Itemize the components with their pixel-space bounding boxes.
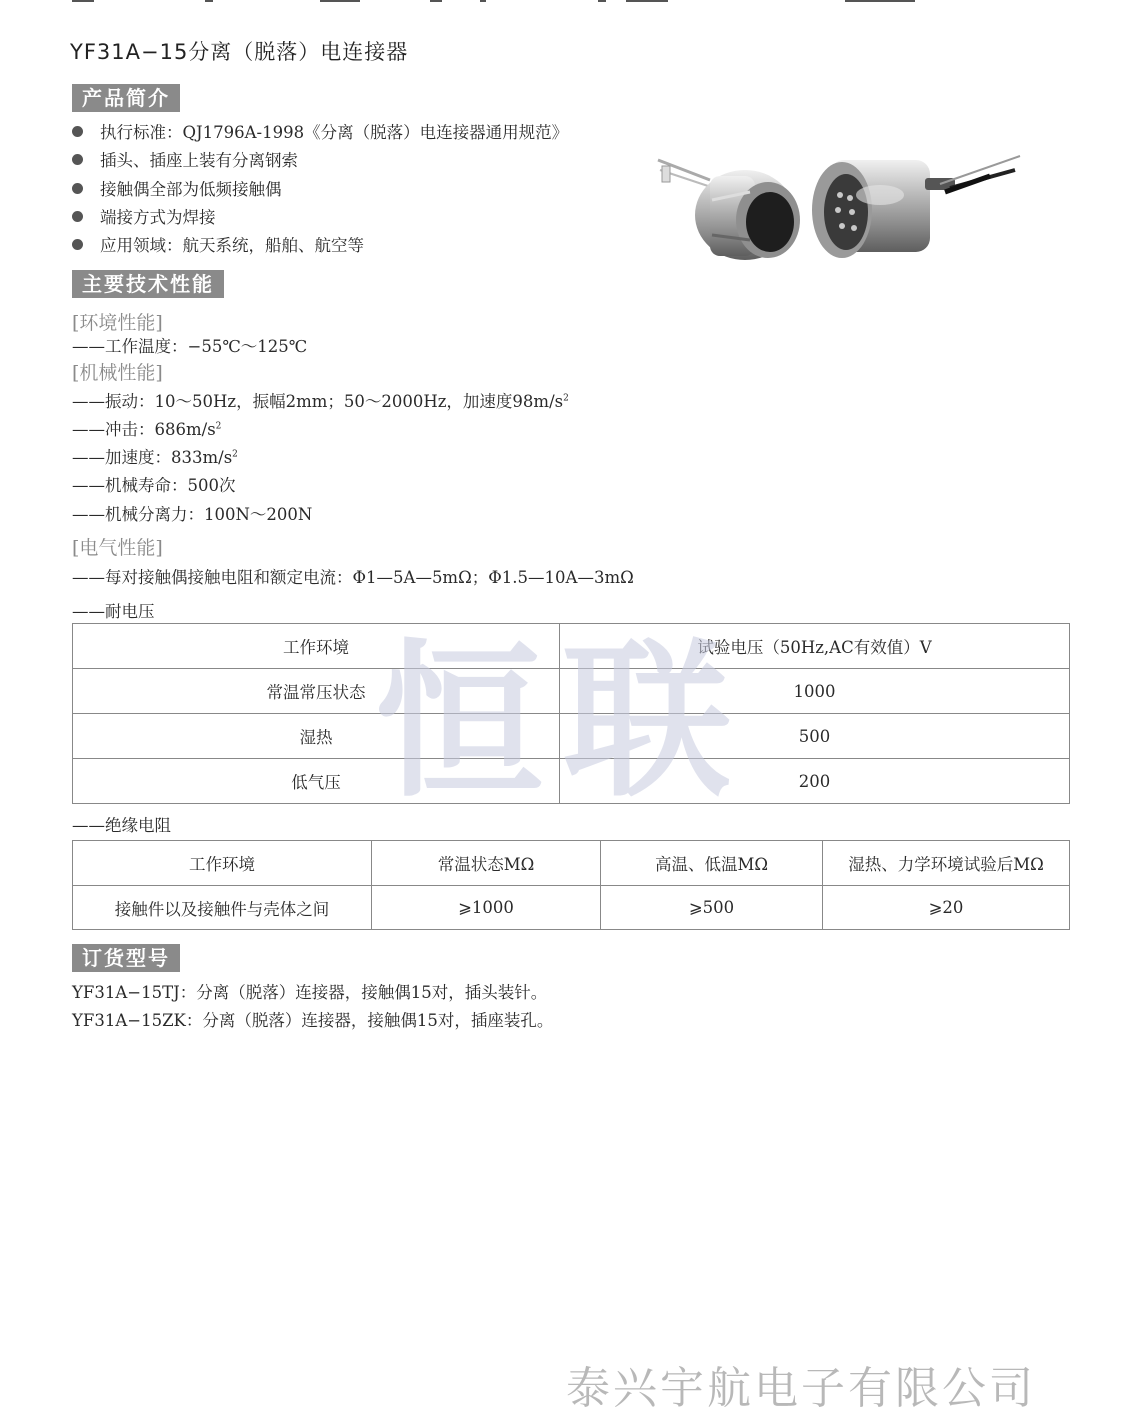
table-cell: ⩾1000	[372, 886, 601, 930]
intro-list	[72, 119, 568, 260]
category-mech: [机械性能]	[72, 362, 163, 384]
table-header-cell: 试验电压（50Hz,AC有效值）V	[560, 624, 1070, 669]
bullet-icon	[72, 183, 83, 194]
spec-acceleration: ——加速度：$833m/s^2$	[72, 448, 238, 467]
spec-vibration: ——振动：10～50Hz，振幅2mm；50～2000Hz，加速度$98m/s^2$	[72, 392, 569, 411]
category-env: [环境性能]	[72, 312, 163, 334]
table-header-cell: 高温、低温MΩ	[601, 841, 823, 886]
table-cell: 500	[560, 714, 1070, 759]
table-header-cell: 常温状态MΩ	[372, 841, 601, 886]
section-header-intro: 产品简介	[72, 84, 180, 112]
table-cell: 1000	[560, 669, 1070, 714]
table-header-row	[73, 841, 1070, 886]
list-item: 应用领域：航天系统，船舶、航空等	[72, 232, 568, 260]
table-row	[73, 669, 1070, 714]
spec-contact-resistance: ——每对接触偶接触电阻和额定电流：Φ1—5A—5mΩ；Φ1.5—10A—3mΩ	[72, 568, 634, 587]
company-footer: 泰兴宇航电子有限公司	[566, 1363, 1036, 1414]
table-row	[73, 886, 1070, 930]
category-elec: [电气性能]	[72, 537, 163, 559]
bullet-icon	[72, 239, 83, 250]
section-header-tech: 主要技术性能	[72, 270, 224, 298]
order-item-tj: YF31A−15TJ：分离（脱落）连接器，接触偶15对，插头装针。	[72, 983, 548, 1002]
bullet-icon	[72, 211, 83, 222]
list-item: 接触偶全部为低频接触偶	[72, 176, 568, 204]
table-header-cell: 湿热、力学环境试验后MΩ	[823, 841, 1070, 886]
table-header-cell: 工作环境	[73, 841, 372, 886]
bullet-icon	[72, 154, 83, 165]
spec-shock: ——冲击：$686m/s^2$	[72, 420, 222, 439]
spec-withstand-voltage: ——耐电压	[72, 602, 155, 621]
order-item-zk: YF31A−15ZK：分离（脱落）连接器，接触偶15对，插座装孔。	[72, 1011, 554, 1030]
connector-product-image	[650, 140, 1030, 270]
table-cell: ⩾20	[823, 886, 1070, 930]
list-item: 插头、插座上装有分离钢索	[72, 147, 568, 175]
table-cell: 湿热	[73, 714, 560, 759]
table-cell: 常温常压状态	[73, 669, 560, 714]
spec-insulation-resistance: ——绝缘电阻	[72, 816, 171, 835]
table-cell: 200	[560, 759, 1070, 804]
insulation-table	[72, 840, 1070, 930]
table-cell: ⩾500	[601, 886, 823, 930]
watermark: 恒联	[375, 624, 751, 820]
spec-mechanical-life: ——机械寿命：500次	[72, 476, 236, 495]
table-row	[73, 759, 1070, 804]
spec-separation-force: ——机械分离力：100N～200N	[72, 505, 313, 524]
top-edge-remnant	[0, 0, 1121, 4]
table-cell: 低气压	[73, 759, 560, 804]
section-header-order: 订货型号	[72, 944, 180, 972]
table-row	[73, 714, 1070, 759]
list-item: 执行标准：QJ1796A-1998《分离（脱落）电连接器通用规范》	[72, 119, 568, 147]
list-item: 端接方式为焊接	[72, 204, 568, 232]
bullet-icon	[72, 126, 83, 137]
table-cell: 接触件以及接触件与壳体之间	[73, 886, 372, 930]
voltage-table	[72, 623, 1070, 804]
table-header-row	[73, 624, 1070, 669]
page-title: YF31A−15分离（脱落）电连接器	[70, 40, 409, 64]
spec-temperature: ——工作温度：−55℃～125℃	[72, 337, 308, 356]
table-header-cell: 工作环境	[73, 624, 560, 669]
